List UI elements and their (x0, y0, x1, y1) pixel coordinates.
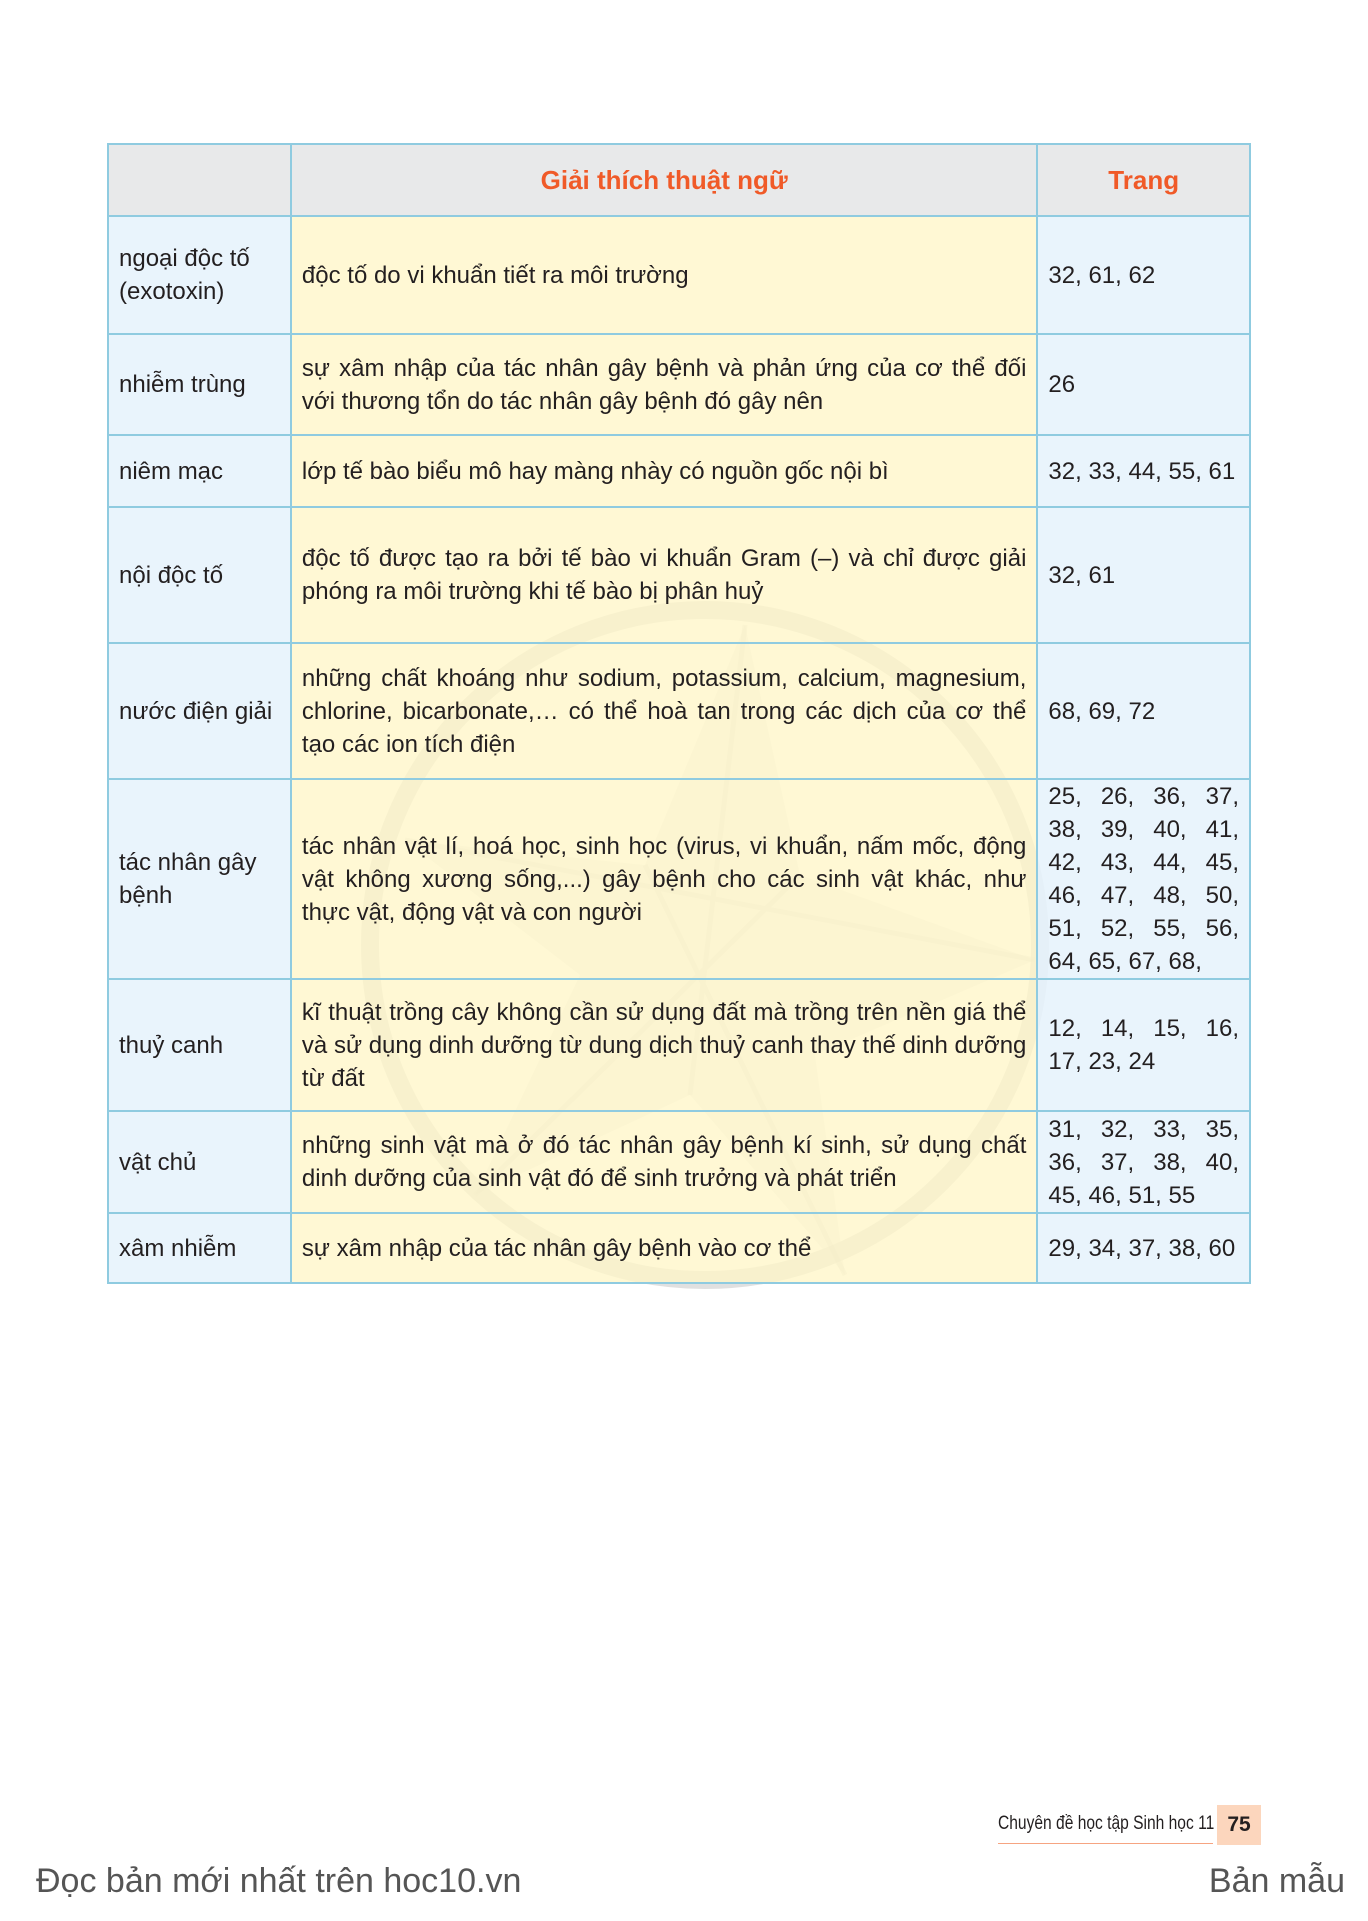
header-definition: Giải thích thuật ngữ (291, 144, 1038, 216)
header-pages: Trang (1037, 144, 1250, 216)
footer-divider (998, 1843, 1213, 1844)
term-cell: nhiễm trùng (108, 334, 291, 435)
table-row (108, 507, 1250, 643)
definition-cell: sự xâm nhập của tác nhân gây bệnh vào cơ thể (291, 1213, 1038, 1283)
book-title: Chuyên đề học tập Sinh học 11 (998, 1813, 1215, 1834)
pages-cell: 32, 33, 44, 55, 61 (1037, 435, 1250, 507)
term-cell: xâm nhiễm (108, 1213, 291, 1283)
table-row (108, 1213, 1250, 1283)
table-row (108, 216, 1250, 334)
header-term (108, 144, 291, 216)
table-row (108, 643, 1250, 779)
definition-cell: tác nhân vật lí, hoá học, sinh học (virus, vi khuẩn, nấm mốc, động vật không xương sống,...) gây bệnh cho các sinh vật khác, như thực vật, động vật và con người (291, 779, 1038, 979)
table-row (108, 334, 1250, 435)
term-cell: vật chủ (108, 1111, 291, 1213)
table-row (108, 779, 1250, 979)
page-number-badge: 75 (1217, 1805, 1261, 1845)
pages-cell: 68, 69, 72 (1037, 643, 1250, 779)
term-cell: nội độc tố (108, 507, 291, 643)
table-row (108, 979, 1250, 1111)
term-cell: nước điện giải (108, 643, 291, 779)
pages-cell: 12, 14, 15, 16, 17, 23, 24 (1037, 979, 1250, 1111)
latest-edition-notice: Đọc bản mới nhất trên hoc10.vn (36, 1862, 522, 1900)
term-cell: ngoại độc tố (exotoxin) (108, 216, 291, 334)
pages-cell: 29, 34, 37, 38, 60 (1037, 1213, 1250, 1283)
pages-cell: 25, 26, 36, 37, 38, 39, 40, 41, 42, 43, 44, 45, 46, 47, 48, 50, 51, 52, 55, 56, 64, 65, 67, 68, (1037, 779, 1250, 979)
term-cell: tác nhân gây bệnh (108, 779, 291, 979)
glossary-table (107, 143, 1251, 1284)
definition-cell: những chất khoáng như sodium, potassium, calcium, magnesium, chlorine, bicarbonate,… có thể hoà tan trong các dịch của cơ thể tạo các ion tích điện (291, 643, 1038, 779)
pages-cell: 32, 61, 62 (1037, 216, 1250, 334)
pages-cell: 26 (1037, 334, 1250, 435)
term-cell: niêm mạc (108, 435, 291, 507)
definition-cell: kĩ thuật trồng cây không cần sử dụng đất mà trồng trên nền giá thể và sử dụng dinh dưỡng từ dung dịch thuỷ canh thay thế dinh dưỡng từ đất (291, 979, 1038, 1111)
definition-cell: những sinh vật mà ở đó tác nhân gây bệnh kí sinh, sử dụng chất dinh dưỡng của sinh vật đó để sinh trưởng và phát triển (291, 1111, 1038, 1213)
definition-cell: độc tố do vi khuẩn tiết ra môi trường (291, 216, 1038, 334)
definition-cell: lớp tế bào biểu mô hay màng nhày có nguồn gốc nội bì (291, 435, 1038, 507)
table-row (108, 435, 1250, 507)
term-cell: thuỷ canh (108, 979, 291, 1111)
pages-cell: 32, 61 (1037, 507, 1250, 643)
table-row (108, 1111, 1250, 1213)
sample-edition-label: Bản mẫu (1208, 1862, 1345, 1900)
table-header-row (108, 144, 1250, 216)
definition-cell: độc tố được tạo ra bởi tế bào vi khuẩn Gram (–) và chỉ được giải phóng ra môi trường khi tế bào bị phân huỷ (291, 507, 1038, 643)
pages-cell: 31, 32, 33, 35, 36, 37, 38, 40, 45, 46, 51, 55 (1037, 1111, 1250, 1213)
definition-cell: sự xâm nhập của tác nhân gây bệnh và phản ứng của cơ thể đối với thương tổn do tác nhân gây bệnh đó gây nên (291, 334, 1038, 435)
